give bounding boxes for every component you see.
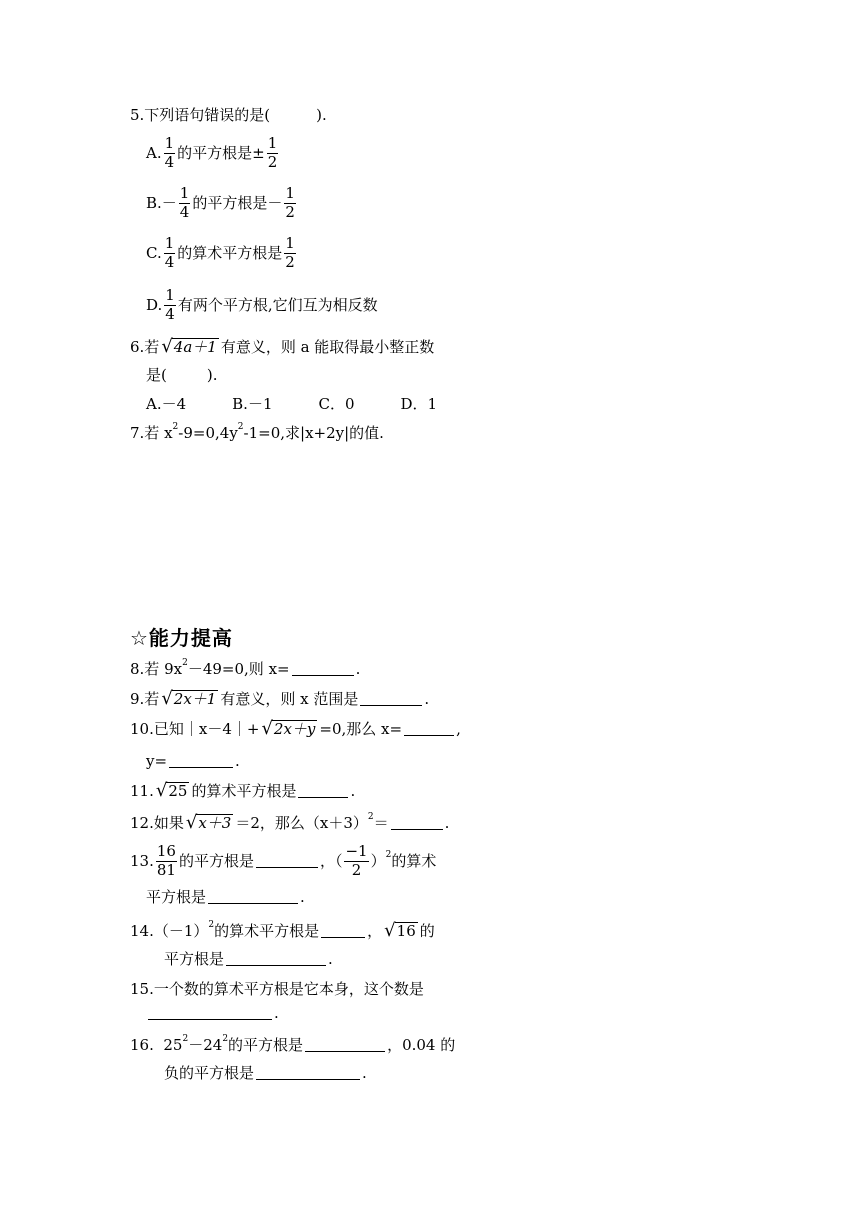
q9: 9.若 √ 2x＋1 有意义，则 x 范围是 . — [130, 688, 430, 709]
q12: 12.如果 √ x＋3 ＝2，那么（x＋3） 2 ＝ . — [130, 811, 450, 833]
fraction: $\frac{1}{2}$ — [285, 234, 295, 271]
fraction: $\frac{-1}{2}$ — [345, 842, 368, 879]
answer-blank[interactable] — [321, 925, 365, 938]
q16-line2: 负的平方根是 . — [164, 1064, 367, 1082]
q5-option-d: D. $\frac{1}{4}$ 有两个平方根,它们互为相反数 — [146, 286, 378, 323]
q13: 13. $\frac{16}{81}$ 的平方根是 ，（ $\frac{-1}{2}$ ） 2 的算术 — [130, 842, 437, 879]
answer-blank[interactable] — [305, 1039, 385, 1052]
q10: 10.已知｜x－4｜+ √ 2x＋y =0,那么 x= , — [130, 718, 461, 739]
fraction: $\frac{1}{4}$ — [164, 234, 175, 271]
answer-blank[interactable] — [404, 723, 454, 736]
fraction: $\frac{1}{2}$ — [267, 134, 278, 171]
answer-blank[interactable] — [169, 755, 233, 768]
fraction: $\frac{1}{4}$ — [179, 184, 190, 221]
fraction: $\frac{1}{4}$ — [164, 134, 175, 171]
q15: 15.一个数的算术平方根是它本身，这个数是 — [130, 980, 424, 998]
q13-line2: 平方根是 . — [146, 888, 305, 906]
q5-option-b: B.－ $\frac{1}{4}$ 的平方根是－ $\frac{1}{2}$ — [146, 184, 295, 221]
section-heading: ☆能力提高 — [130, 626, 233, 650]
q14: 14.（－1） 2 的算术平方根是 ， √ 16 的 — [130, 919, 435, 941]
q6-option-b: B.－1 — [232, 395, 273, 413]
square-root: √ x＋3 — [185, 812, 232, 833]
q15-line2: . — [146, 1006, 279, 1021]
fraction: $\frac{1}{4}$ — [165, 286, 175, 323]
answer-blank[interactable] — [208, 891, 298, 904]
q6-stem-line2: 是( ). — [146, 366, 218, 384]
q6-option-c: C．0 — [318, 395, 355, 413]
square-root: √ 2x＋1 — [161, 688, 217, 709]
square-root: √ 2x＋y — [261, 718, 316, 739]
q5-stem: 5.下列语句错误的是( ). — [130, 106, 327, 124]
q6-option-d: D．1 — [400, 395, 438, 413]
q5-option-c: C. $\frac{1}{4}$ 的算术平方根是 $\frac{1}{2}$ — [146, 234, 295, 271]
square-root: √ 16 — [384, 920, 416, 941]
answer-blank[interactable] — [391, 817, 443, 830]
q6-stem: 6.若 √ 4a＋1 有意义，则 a 能取得最小整正数 — [130, 336, 435, 357]
answer-blank[interactable] — [148, 1007, 272, 1020]
fraction: $\frac{1}{2}$ — [285, 184, 295, 221]
q6-option-a: A.－4 — [146, 395, 187, 413]
q5-option-a: A. $\frac{1}{4}$ 的平方根是± $\frac{1}{2}$ — [146, 134, 278, 171]
square-root: √ 4a＋1 — [161, 336, 217, 357]
q16: 16. 25 2 －24 2 的平方根是 ，0.04 的 — [130, 1034, 456, 1054]
q10-line2: y= . — [146, 752, 240, 770]
fraction: $\frac{16}{81}$ — [156, 842, 176, 879]
answer-blank[interactable] — [256, 855, 318, 868]
q14-line2: 平方根是 . — [164, 950, 333, 968]
answer-blank[interactable] — [256, 1067, 360, 1080]
square-root: √ 25 — [155, 780, 188, 801]
q8: 8.若 9x 2 －49=0,则 x= . — [130, 658, 361, 678]
q11: 11. √ 25 的算术平方根是 . — [130, 780, 356, 801]
answer-blank[interactable] — [226, 953, 326, 966]
answer-blank[interactable] — [298, 785, 348, 798]
q6-options — [146, 397, 437, 412]
answer-blank[interactable] — [360, 693, 422, 706]
answer-blank[interactable] — [292, 663, 354, 676]
q7-stem: 7.若 x 2 -9=0,4y 2 -1=0,求|x+2y|的值. — [130, 422, 384, 442]
